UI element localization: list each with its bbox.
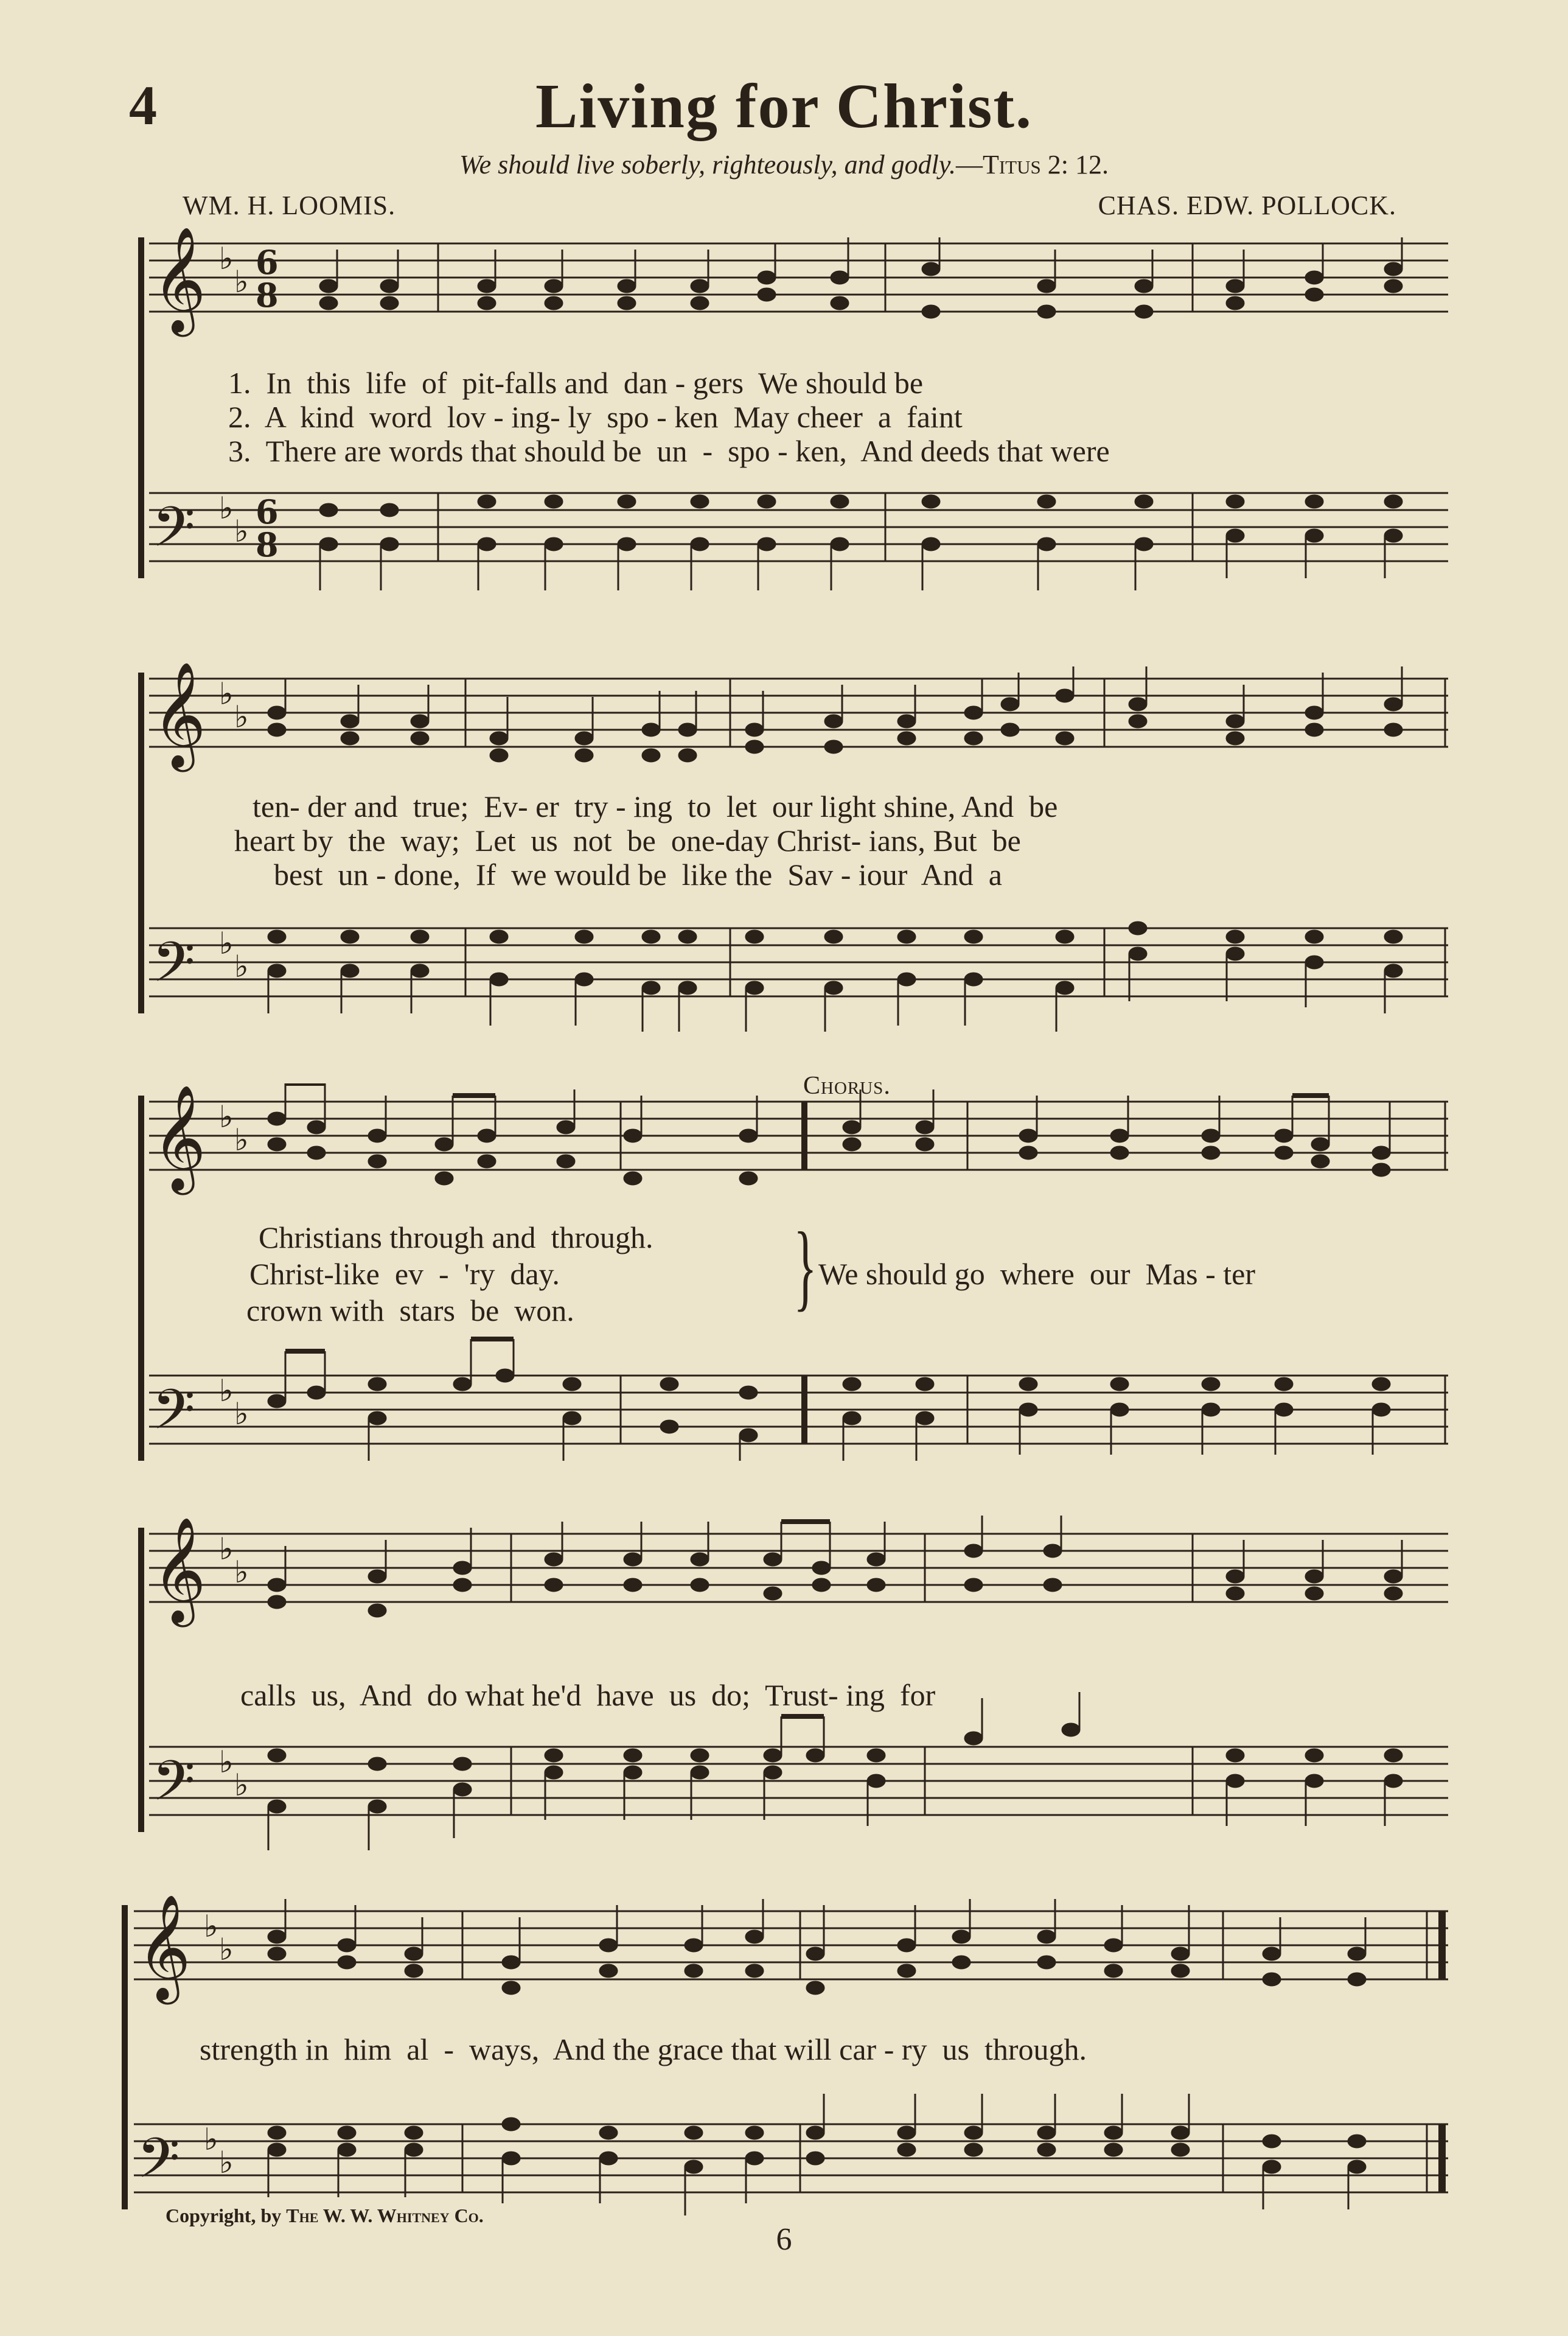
verse-brace: } (793, 1212, 817, 1320)
page-number: 4 (129, 74, 157, 136)
svg-text:♭: ♭ (234, 264, 249, 299)
svg-text:♭: ♭ (219, 1932, 234, 1967)
svg-text:♭: ♭ (234, 1396, 249, 1432)
verse-3-line-3: crown with stars be won. (246, 1293, 574, 1327)
svg-text:♭: ♭ (234, 949, 249, 984)
svg-text:♭: ♭ (219, 1744, 234, 1780)
verse-1-line-2: ten- der and true; Ev- er try - ing to let our light shine, And be (253, 789, 1058, 824)
verse-3-line-2: best un - done, If we would be like the Sav - iour And a (274, 858, 1002, 892)
verse-2-line-2: heart by the way; Let us not be one-day Christ- ians, But be (234, 824, 1021, 858)
svg-text:♭: ♭ (204, 2122, 218, 2157)
svg-text:♭: ♭ (219, 1373, 234, 1408)
svg-text:𝄢: 𝄢 (152, 930, 195, 1008)
svg-text:𝄞: 𝄞 (152, 226, 206, 332)
svg-text:♭: ♭ (234, 514, 249, 549)
svg-text:𝄞: 𝄞 (152, 1517, 206, 1623)
lyricist: WM. H. LOOMIS. (183, 191, 396, 220)
folio-number: 6 (776, 2222, 792, 2257)
verse-2-line-3: Christ-like ev - 'ry day. (249, 1257, 560, 1291)
svg-text:♭: ♭ (234, 1554, 249, 1590)
bass-staff (149, 493, 1448, 561)
treble-staff (149, 243, 1448, 312)
svg-text:♭: ♭ (219, 1099, 234, 1135)
verse-1-line-1: 1. In this life of pit-falls and dan - gers We should be (228, 366, 924, 400)
svg-text:♭: ♭ (219, 491, 234, 526)
copyright-holder: The W. W. Whitney Co. (286, 2205, 484, 2226)
svg-text:𝄞: 𝄞 (137, 1894, 191, 2000)
composer: CHAS. EDW. POLLOCK. (1098, 191, 1396, 220)
epigraph (0, 149, 1568, 180)
svg-text:𝄢: 𝄢 (152, 495, 195, 573)
svg-text:6: 6 (256, 243, 279, 282)
svg-text:𝄞: 𝄞 (152, 662, 206, 768)
svg-text:𝄢: 𝄢 (137, 2126, 180, 2204)
hymn-title: Living for Christ. (535, 71, 1033, 141)
svg-text:8: 8 (256, 276, 279, 315)
svg-text:8: 8 (256, 525, 279, 564)
chorus-line-3: strength in him al - ways, And the grace that will car - ry us through. (200, 2032, 1087, 2066)
system-3-staves (0, 1083, 1568, 1461)
chorus-line-1: We should go where our Mas - ter (818, 1257, 1256, 1291)
verse-2-line-1: 2. A kind word lov - ing- ly spo - ken May cheer a faint (228, 400, 963, 434)
svg-text:♭: ♭ (234, 699, 249, 735)
epigraph-text: We should live soberly, righteously, and godly. (459, 150, 956, 180)
chorus-label: Chorus. (803, 1072, 891, 1100)
svg-text:♭: ♭ (219, 1531, 234, 1567)
svg-text:♭: ♭ (219, 2145, 234, 2180)
chorus-line-2: calls us, And do what he'd have us do; Trust- ing for (240, 1678, 936, 1712)
copyright-prefix: Copyright, by (166, 2205, 282, 2226)
svg-text:♭: ♭ (219, 926, 234, 961)
svg-text:𝄢: 𝄢 (152, 1377, 195, 1455)
svg-text:6: 6 (256, 492, 279, 531)
svg-text:𝄢: 𝄢 (152, 1749, 195, 1827)
verse-1-line-3: Christians through and through. (259, 1220, 653, 1254)
svg-text:𝄞: 𝄞 (152, 1085, 206, 1191)
svg-text:♭: ♭ (204, 1909, 218, 1944)
epigraph-reference: —Titus 2: 12. (955, 150, 1109, 180)
verse-3-line-1: 3. There are words that should be un - spo - ken, And deeds that were (228, 434, 1110, 468)
svg-text:♭: ♭ (219, 241, 234, 276)
svg-text:♭: ♭ (234, 1122, 249, 1158)
svg-text:♭: ♭ (234, 1768, 249, 1803)
svg-text:♭: ♭ (219, 676, 234, 712)
